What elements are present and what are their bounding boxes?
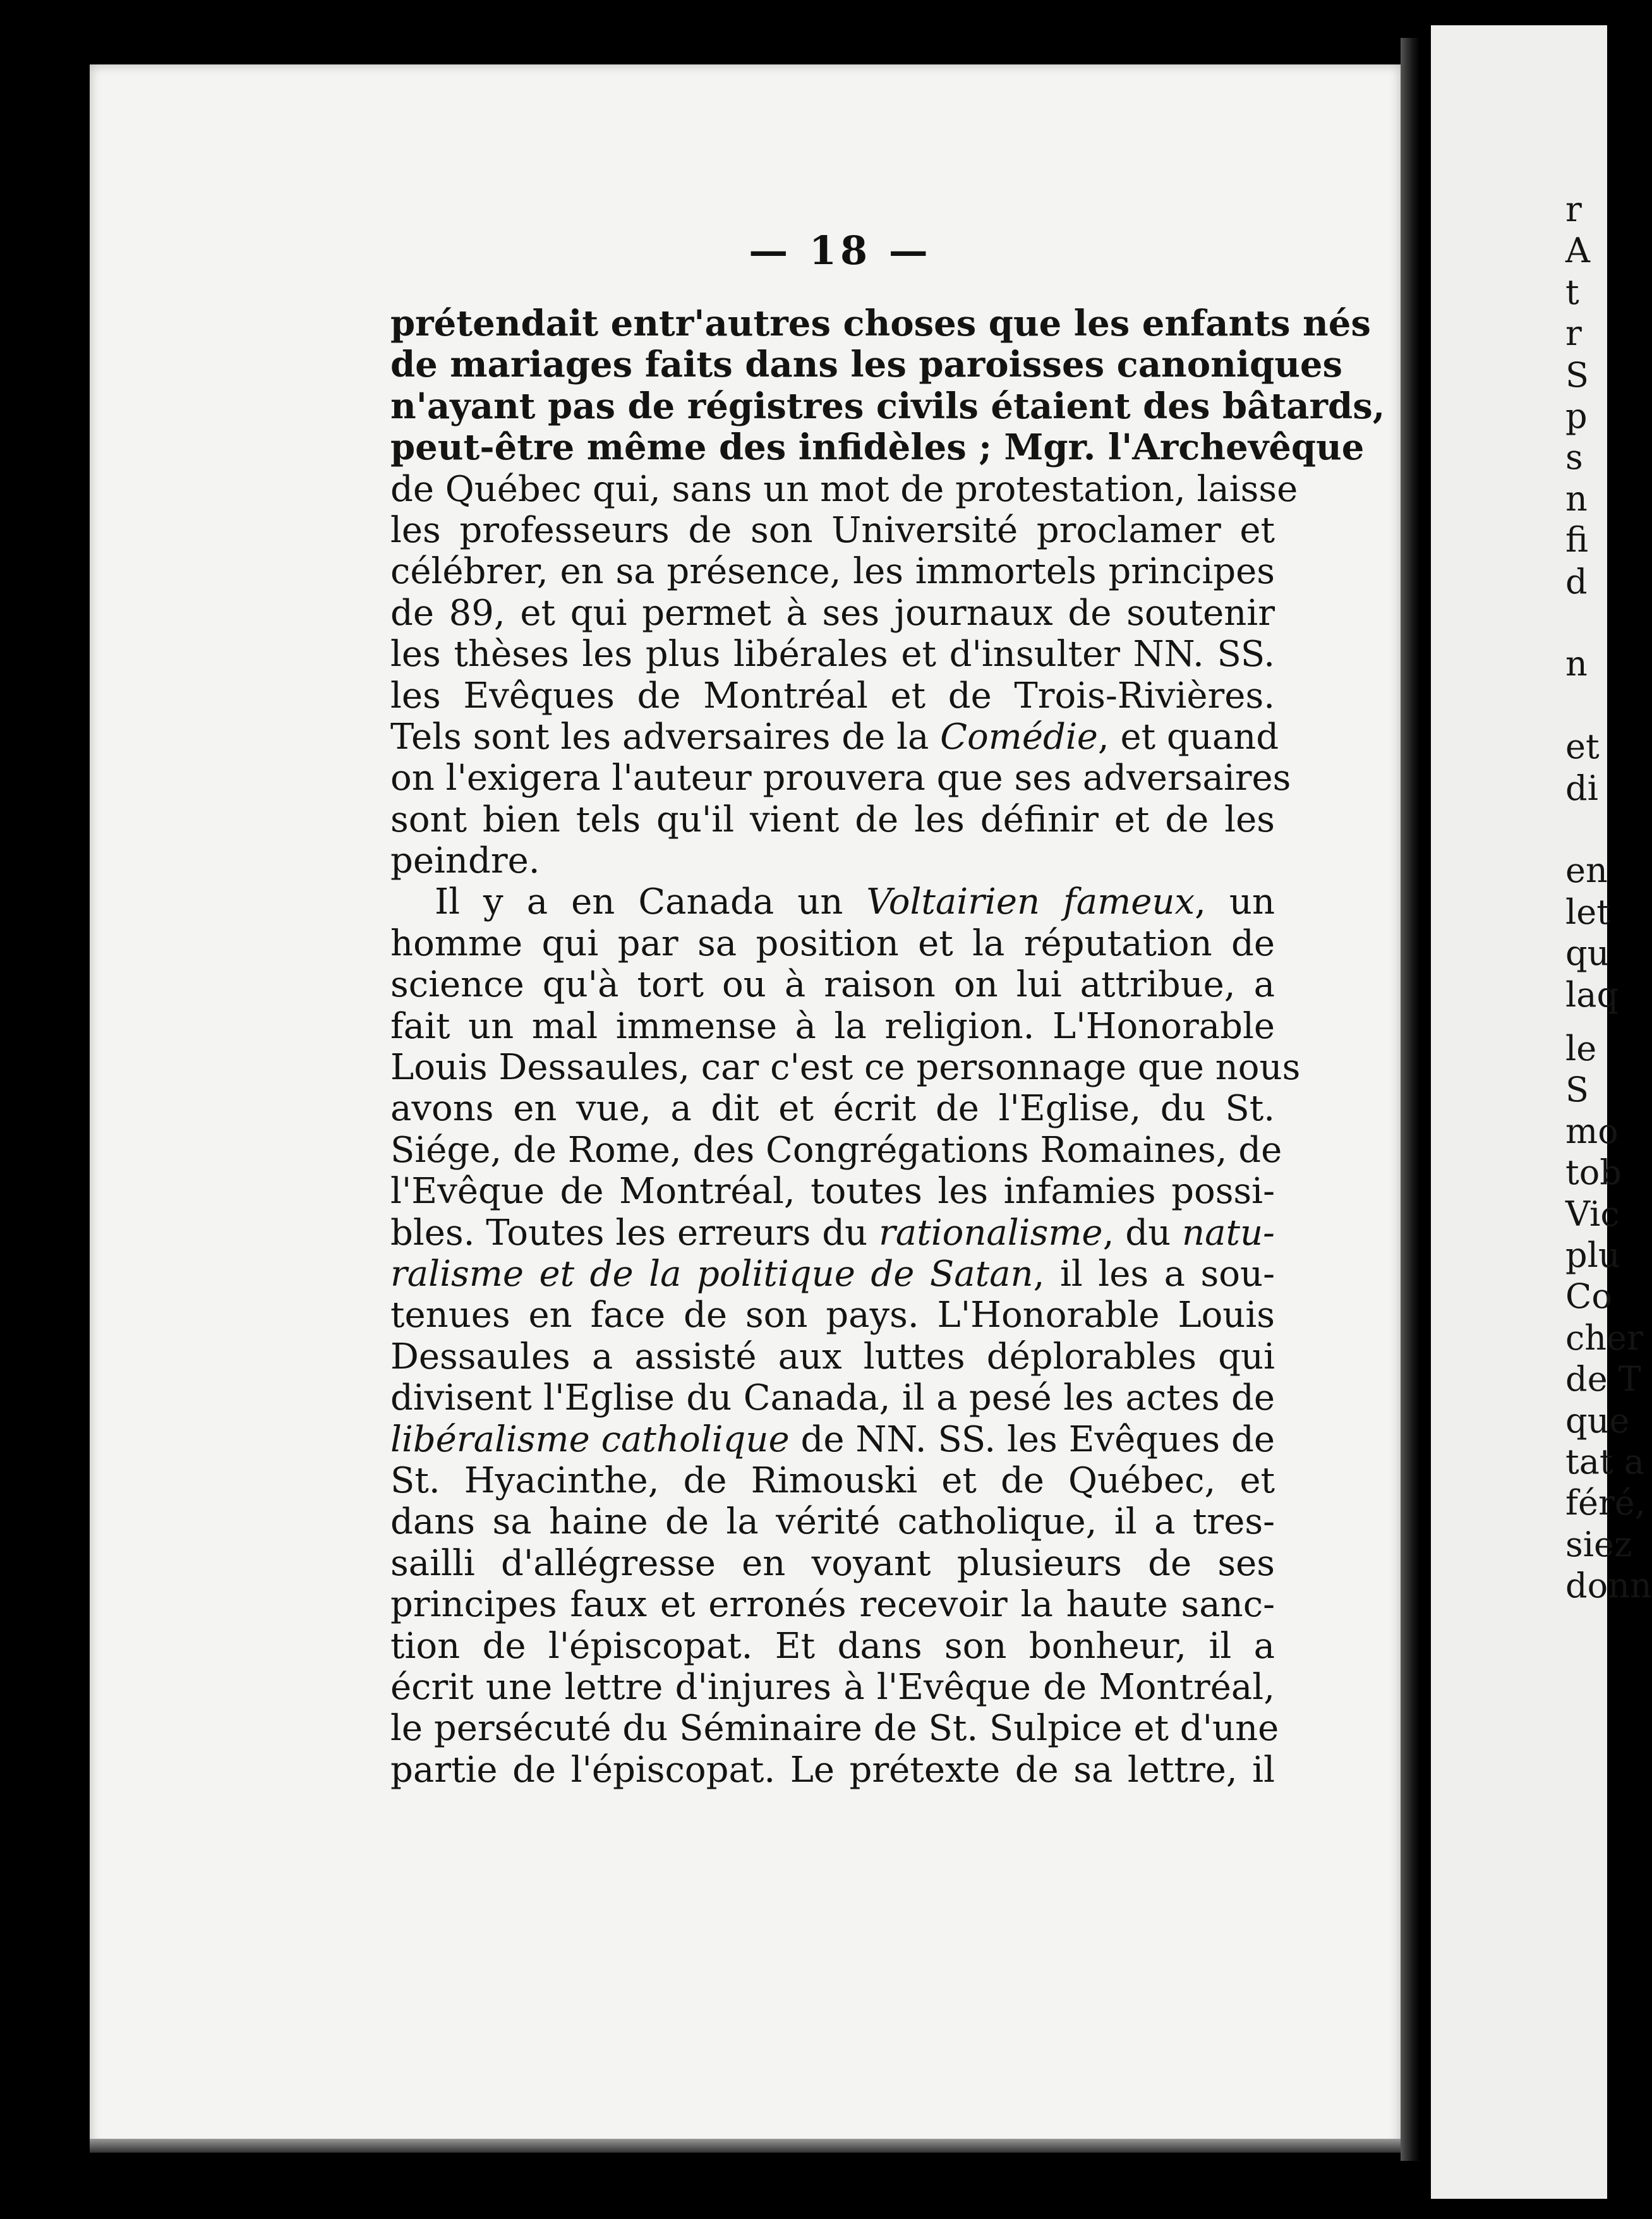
text-line [390, 551, 1275, 592]
text-run: n'ayant pas de régistres civils étaient des bâtards, [390, 385, 1385, 427]
text-line [390, 1336, 1275, 1377]
text-line [390, 1543, 1275, 1584]
text-run: fait un mal immense à la religion. L'Honorable [390, 1005, 1275, 1047]
text-line [390, 1212, 1275, 1254]
text-line [390, 1295, 1275, 1336]
adjacent-page-fragment: qu [1565, 933, 1610, 974]
text-line [390, 468, 1298, 510]
page-gutter-shadow [1401, 38, 1420, 2161]
text-line [390, 1254, 1275, 1295]
adjacent-page-fragment: p [1565, 396, 1588, 436]
adjacent-page-fragment: en [1565, 850, 1608, 891]
italic-text: natu- [1182, 1212, 1275, 1254]
text-line [390, 716, 1279, 758]
text-line [390, 1047, 1301, 1089]
adjacent-page-fragment: siez [1565, 1524, 1632, 1564]
adjacent-page-fragment: d [1565, 561, 1588, 602]
adjacent-page-fragment: A [1565, 231, 1590, 271]
adjacent-page-fragment: cher [1565, 1317, 1643, 1358]
text-line [390, 303, 1371, 344]
text-line [390, 1419, 1275, 1460]
adjacent-page-fragment: di [1565, 768, 1598, 808]
text-line [390, 1171, 1275, 1212]
adjacent-page-fragment: mo [1565, 1111, 1619, 1151]
adjacent-page-fragment: Vic [1565, 1194, 1620, 1234]
text-line [390, 881, 1275, 922]
adjacent-page-fragment: et [1565, 727, 1600, 767]
text-line [390, 1006, 1275, 1047]
text-run: les professeurs de son Université proclamer et [390, 509, 1275, 551]
text-run: , il les a sou- [1033, 1253, 1275, 1295]
text-line [390, 799, 1275, 840]
text-run: de 89, et qui permet à ses journaux de soutenir [390, 592, 1275, 634]
text-run: science qu'à tort ou à raison on lui attribue, a [390, 964, 1275, 1006]
page-number: — 18 — [749, 227, 932, 274]
text-line [390, 1129, 1282, 1171]
text-line [390, 1626, 1275, 1667]
text-run: de Québec qui, sans un mot de protestation, laisse [390, 468, 1298, 510]
adjacent-page-fragment: S [1565, 354, 1589, 395]
text-run: Tels sont les adversaires de la [390, 716, 941, 758]
adjacent-page-fragment: r [1565, 190, 1582, 229]
text-line [390, 840, 1275, 881]
adjacent-page-fragment: laq [1565, 974, 1619, 1015]
adjacent-page-fragment: let [1565, 892, 1610, 932]
italic-text: Voltairien fameux [866, 881, 1195, 923]
text-run: tion de l'épiscopat. Et dans son bonheur, il a [390, 1625, 1275, 1667]
text-run: prétendait entr'autres choses que les enfants nés [390, 303, 1371, 344]
italic-text: ralisme et de la politique de Satan [390, 1253, 1034, 1295]
text-run: Louis Dessaules, car c'est ce personnage que nous [390, 1047, 1301, 1089]
text-run: écrit une lettre d'injures à l'Evêque de Montréal, [390, 1666, 1275, 1708]
adjacent-page-fragment: donn [1565, 1566, 1652, 1606]
adjacent-page-fragment: de T [1565, 1359, 1641, 1400]
adjacent-page-fragment: tat a [1565, 1442, 1644, 1482]
text-run: on l'exigera l'auteur prouvera que ses adversaires [390, 758, 1291, 799]
text-run: le persécuté du Séminaire de St. Sulpice et d'une [390, 1708, 1279, 1750]
text-run: , un [1195, 881, 1275, 923]
italic-text: Comédie [940, 716, 1098, 758]
text-line [390, 923, 1275, 964]
text-run: célébrer, en sa présence, les immortels principes [390, 551, 1275, 593]
adjacent-page-fragment: r [1565, 313, 1582, 354]
text-line [390, 385, 1385, 427]
text-line [390, 675, 1275, 716]
text-run: les thèses les plus libérales et d'insulter NN. SS. [390, 634, 1275, 675]
text-run: sont bien tels qu'il vient de les définir et de les [390, 799, 1275, 840]
text-run: Il y a en Canada un [435, 881, 867, 923]
adjacent-page-fragment: que [1565, 1400, 1630, 1441]
italic-text: rationalisme [879, 1212, 1103, 1254]
text-run: l'Evêque de Montréal, toutes les infamies possi- [390, 1171, 1275, 1212]
adjacent-page-fragment: féré, [1565, 1483, 1646, 1523]
text-line [390, 1501, 1275, 1542]
adjacent-page-fragment: S [1565, 1070, 1589, 1110]
text-run: peindre. [390, 840, 540, 882]
text-line [390, 1584, 1275, 1625]
text-run: divisent l'Eglise du Canada, il a pesé les actes de [390, 1377, 1275, 1419]
text-line [390, 510, 1275, 551]
text-line [390, 634, 1275, 675]
text-line [390, 1750, 1275, 1791]
text-line [390, 1088, 1275, 1129]
text-run: Dessaules a assisté aux luttes déplorables qui [390, 1336, 1275, 1377]
text-run: sailli d'allégresse en voyant plusieurs de ses [390, 1542, 1275, 1584]
text-line [390, 964, 1275, 1005]
text-run: St. Hyacinthe, de Rimouski et de Québec, et [390, 1460, 1275, 1501]
text-line [390, 593, 1275, 634]
text-line [390, 758, 1291, 799]
adjacent-page-fragment: n [1565, 644, 1588, 684]
text-run: , du [1102, 1212, 1183, 1254]
adjacent-page-fragment: le [1565, 1029, 1597, 1068]
adjacent-page-fragment: tob [1565, 1152, 1622, 1193]
adjacent-page-fragment: Co [1565, 1276, 1612, 1317]
adjacent-page-fragment: plu [1565, 1235, 1620, 1275]
text-run: bles. Toutes les erreurs du [390, 1212, 879, 1254]
text-line [390, 1708, 1279, 1750]
text-run: partie de l'épiscopat. Le prétexte de sa lettre, il [390, 1749, 1275, 1791]
text-line [390, 344, 1343, 386]
text-run: homme qui par sa position et la réputation de [390, 922, 1275, 964]
italic-text: libéralisme catholique [390, 1418, 790, 1460]
body-text [390, 303, 1385, 1791]
text-run: Siége, de Rome, des Congrégations Romaines, de [390, 1129, 1282, 1171]
adjacent-page-fragment: s [1565, 437, 1583, 478]
page-bottom-edge [90, 2139, 1401, 2153]
text-run: dans sa haine de la vérité catholique, il a tres- [390, 1501, 1275, 1543]
text-run: , et quand [1097, 716, 1279, 758]
text-run: de NN. SS. les Evêques de [789, 1418, 1275, 1460]
text-line [390, 426, 1365, 469]
text-line [390, 1377, 1275, 1418]
text-run: les Evêques de Montréal et de Trois-Rivières. [390, 675, 1275, 716]
text-run: principes faux et erronés recevoir la haute sanc- [390, 1584, 1275, 1626]
text-run: peut-être même des infidèles ; Mgr. l'Archevêque [390, 426, 1365, 469]
adjacent-page-fragment: n [1565, 478, 1588, 519]
text-line [390, 1460, 1275, 1501]
text-run: tenues en face de son pays. L'Honorable Louis [390, 1295, 1275, 1336]
text-run: de mariages faits dans les paroisses canoniques [390, 344, 1343, 386]
text-run: avons en vue, a dit et écrit de l'Eglise, du St. [390, 1088, 1275, 1130]
adjacent-page-text [1565, 0, 1652, 2219]
adjacent-page-fragment: fi [1565, 520, 1589, 560]
adjacent-page-fragment: t [1565, 272, 1579, 312]
text-line [390, 1667, 1275, 1708]
